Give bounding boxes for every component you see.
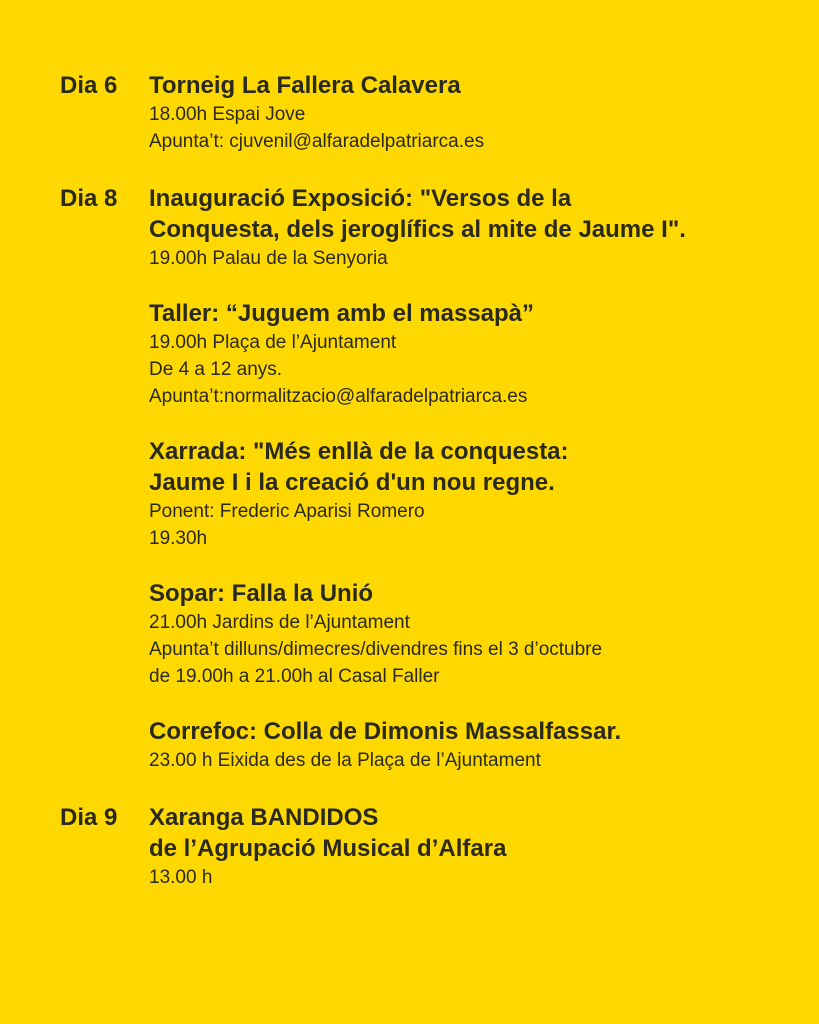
day-label: Dia 9: [60, 804, 118, 831]
day-events: [149, 70, 779, 155]
event-speaker: Ponent: Frederic Aparisi Romero: [149, 501, 425, 522]
day-block-9: [60, 802, 779, 891]
event-title-continued: Conquesta, dels jeroglífics al mite de Jaume I".: [149, 216, 686, 243]
event-inauguracio: [149, 183, 779, 272]
event-sopar: [149, 578, 779, 690]
day-block-8: [60, 183, 779, 774]
event-title: Xarrada: "Més enllà de la conquesta:: [149, 438, 569, 465]
event-title: Torneig La Fallera Calavera: [149, 72, 461, 99]
event-xarrada: [149, 436, 779, 552]
event-title: Taller: “Juguem amb el massapà”: [149, 300, 535, 327]
event-time-place: 18.00h Espai Jove: [149, 104, 306, 125]
event-time-place: 19.00h Palau de la Senyoria: [149, 248, 388, 269]
event-time: 19.30h: [149, 528, 208, 549]
event-age-range: De 4 a 12 anys.: [149, 359, 283, 380]
event-time: 13.00 h: [149, 867, 213, 888]
event-signup: Apunta’t: cjuvenil@alfaradelpatriarca.es: [149, 131, 485, 152]
event-title: Sopar: Falla la Unió: [149, 580, 374, 607]
event-xaranga: [149, 802, 779, 891]
day-label: Dia 6: [60, 72, 118, 99]
event-title-continued: de l’Agrupació Musical d’Alfara: [149, 835, 507, 862]
event-title: Inauguració Exposició: "Versos de la: [149, 185, 572, 212]
event-signup: Apunta’t dilluns/dimecres/divendres fins el 3 d’octubre: [149, 639, 603, 660]
event-correfoc: [149, 716, 779, 774]
day-block-6: [60, 70, 779, 155]
event-taller: [149, 298, 779, 410]
event-title: Correfoc: Colla de Dimonis Massalfassar.: [149, 718, 622, 745]
event-time-place: 21.00h Jardins de l’Ajuntament: [149, 612, 410, 633]
day-events: [149, 802, 779, 891]
event-torneig: [149, 70, 779, 155]
event-time-place: 23.00 h Eixida des de la Plaça de l’Ajuntament: [149, 750, 541, 771]
event-title-continued: Jaume I i la creació d'un nou regne.: [149, 469, 555, 496]
day-label: Dia 8: [60, 185, 118, 212]
event-time-place: 19.00h Plaça de l’Ajuntament: [149, 332, 397, 353]
day-events: [149, 183, 779, 774]
event-signup-hours: de 19.00h a 21.00h al Casal Faller: [149, 666, 440, 687]
event-title: Xaranga BANDIDOS: [149, 804, 379, 831]
event-signup: Apunta’t:normalitzacio@alfaradelpatriarca.es: [149, 386, 528, 407]
